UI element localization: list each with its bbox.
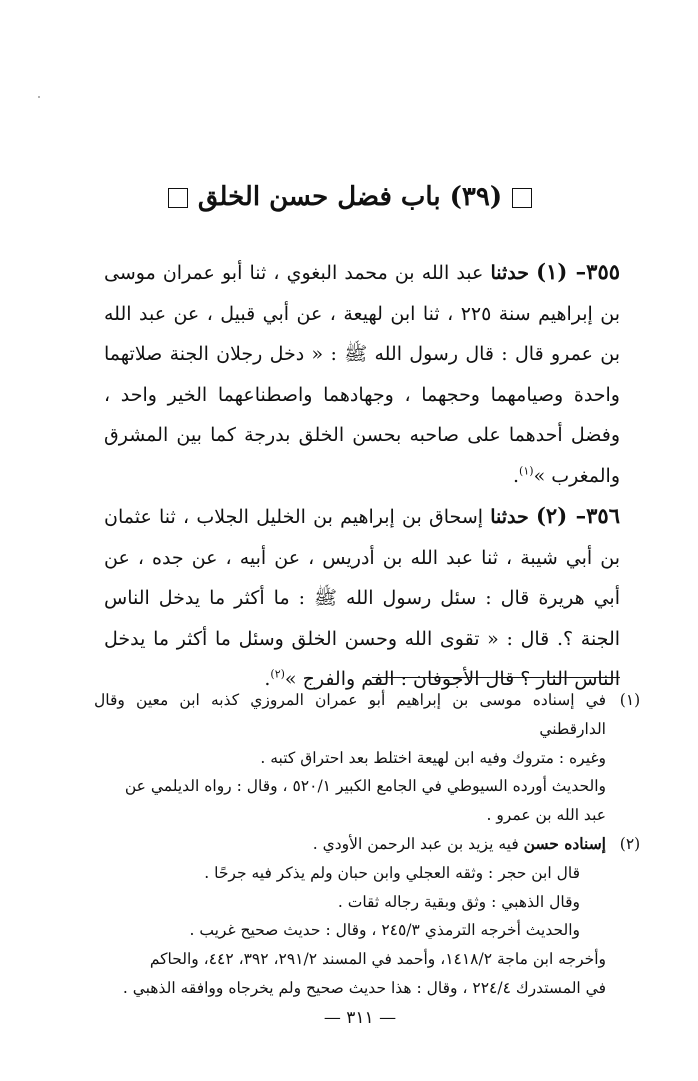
footnotes xyxy=(94,686,654,1003)
footnote-line: قال ابن حجر : وثقه العجلي وابن حبان ولم يذكر فيه جرحًا . xyxy=(204,863,580,882)
hadith-number: ٣٥٥– (١) xyxy=(536,259,621,284)
footnote-line: والحديث أورده السيوطي في الجامع الكبير ٥٢٠/١ ، وقال : رواه الديلمي عن xyxy=(124,777,606,796)
footnote-line: وقال الذهبي : وثق وبقية رجاله ثقات . xyxy=(337,892,580,911)
footnote-1 xyxy=(94,686,654,744)
hadith-end: . xyxy=(513,464,520,487)
hadith-356 xyxy=(104,496,620,700)
chapter-title xyxy=(110,182,590,212)
footnote-ref[interactable]: (١) xyxy=(519,464,534,478)
footnote-2 xyxy=(94,830,654,859)
hadith-355 xyxy=(104,252,620,496)
hadith-isnad: عبد الله بن محمد البغوي ، ثنا أبو عمران موسى بن إبراهيم سنة ٢٢٥ ، ثنا ابن لهيعة ، عن أبي قبيل ، عن عبد الله بن عمرو قال : قال رسول الله ﷺ : xyxy=(104,262,621,365)
hadith-matn: « تقوى الله وحسن الخلق وسئل ما أكثر ما يدخل الناس النار ؟ قال الأجوفان : الفم والفرج » xyxy=(104,627,620,690)
hadith-lead: حدثنا xyxy=(490,506,529,528)
hadith-lead: حدثنا xyxy=(490,262,530,284)
footnote-line: والحديث أخرجه الترمذي ٢٤٥/٣ ، وقال : حديث صحيح غريب . xyxy=(189,921,580,940)
footnote-separator xyxy=(372,677,620,678)
footnote-line: في المستدرك ٢٢٤/٤ ، وقال : هذا حديث صحيح ولم يخرجاه ووافقه الذهبي . xyxy=(122,978,606,997)
footnote-line: وأخرجه ابن ماجة ١٤١٨/٢، وأحمد في المسند ٢٩١/٢، ٣٩٢، ٤٤٢، والحاكم xyxy=(149,950,606,969)
chapter-title-text: (٣٩) باب فضل حسن الخلق xyxy=(197,182,503,212)
footnote-grade: إسناده حسن xyxy=(523,833,606,853)
main-text xyxy=(104,252,620,700)
footnote-line: وغيره : متروك وفيه ابن لهيعة اختلط بعد احتراق كتبه . xyxy=(260,748,606,767)
footnote-line: فيه يزيد بن عبد الرحمن الأودي . xyxy=(312,834,519,853)
square-ornament-left xyxy=(168,188,188,208)
scan-speck xyxy=(38,96,40,98)
hadith-matn: « دخل رجلان الجنة صلاتهما واحدة وصيامهما وحجهما ، وجهادهما واصطناعهما الخير واحد ، وفضل أحدهما على صاحبه بحسن الخلق بدرجة كما بين المشرق والمغرب » xyxy=(104,343,620,487)
footnote-number: (٢) xyxy=(619,834,641,853)
footnote-number: (١) xyxy=(619,691,641,709)
footnote-ref[interactable]: (٢) xyxy=(270,667,285,681)
hadith-isnad: إسحاق بن إبراهيم بن الخليل الجلاب ، ثنا عثمان بن أبي شيبة ، ثنا عبد الله بن أدريس ، عن أبيه ، عن جده ، عن أبي هريرة قال : سئل رسول الله ﷺ : ما أكثر ما يدخل الناس الجنة ؟. قال : xyxy=(104,506,621,650)
footnote-line: عبد الله بن عمرو . xyxy=(486,806,606,825)
hadith-number: ٣٥٦– (٢) xyxy=(535,503,620,528)
hadith-end: . xyxy=(264,668,271,690)
page-number: — ٣١١ — xyxy=(323,1008,397,1028)
footnote-line: في إسناده موسى بن إبراهيم أبو عمران المروزي كذبه ابن معين وقال الدارقطني xyxy=(94,691,606,738)
square-ornament-right xyxy=(512,188,532,208)
